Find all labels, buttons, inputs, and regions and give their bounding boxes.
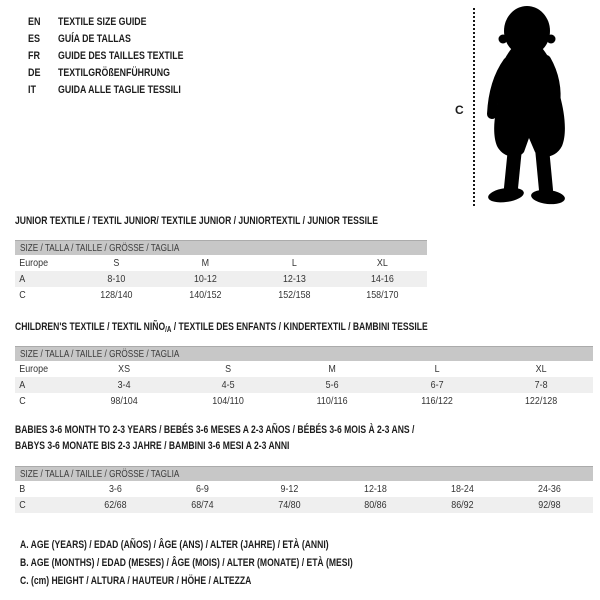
language-guide-title: GUÍA DE TALLAS xyxy=(58,32,131,45)
row-label: A xyxy=(19,273,26,285)
babies-table-title-line1: BABIES 3-6 MONTH TO 2-3 YEARS / BEBÉS 3-6 MESES A 2-3 AÑOS / BÉBÉS 3-6 MOIS À 2-3 ANS / xyxy=(15,424,415,436)
language-code: DE xyxy=(28,66,41,79)
size-value-cell: XL xyxy=(535,363,547,375)
legend-line-c xyxy=(20,572,447,590)
size-value-cell: M xyxy=(201,257,209,269)
legend-line-a xyxy=(20,536,447,554)
size-value-cell: 158/170 xyxy=(366,289,399,301)
language-code: EN xyxy=(28,15,41,28)
measure-legend xyxy=(20,536,447,590)
size-value-cell: 116/122 xyxy=(420,395,453,407)
row-label: C xyxy=(19,499,26,511)
language-row-de xyxy=(28,64,215,81)
size-value-cell: 12-18 xyxy=(364,483,388,495)
language-title-list xyxy=(28,13,215,98)
babies-table-title xyxy=(15,423,527,454)
legend-line-text: A. AGE (YEARS) / EDAD (AÑOS) / ÂGE (ANS) / ALTER (JAHRE) / ETÀ (ANNI) xyxy=(20,539,329,551)
junior-row-a xyxy=(15,271,427,287)
height-measure-dotted-line xyxy=(473,8,475,206)
size-value-cell: 62/68 xyxy=(104,499,127,511)
size-value-cell: XL xyxy=(377,257,389,269)
language-row-en xyxy=(28,13,215,30)
language-code: FR xyxy=(28,49,41,62)
junior-row-c xyxy=(15,287,427,303)
size-value-cell: 80/86 xyxy=(364,499,388,511)
babies-row-b xyxy=(15,481,593,497)
children-row-a xyxy=(15,377,593,393)
size-value-cell: 122/128 xyxy=(524,395,558,407)
size-value-cell: 3-6 xyxy=(108,483,122,495)
junior-table-title xyxy=(15,214,480,230)
size-value-cell: L xyxy=(291,257,297,269)
size-value-cell: 110/116 xyxy=(317,395,348,407)
nino-a-subscript: /A xyxy=(165,325,172,334)
junior-row-europe xyxy=(15,255,427,271)
size-value-cell: 7-8 xyxy=(534,379,548,391)
row-label: C xyxy=(19,395,26,407)
size-value-cell: 6-9 xyxy=(195,483,209,495)
row-label: Europe xyxy=(19,257,49,269)
size-value-cell: S xyxy=(113,257,120,269)
size-value-cell: M xyxy=(328,363,337,375)
size-value-cell: 6-7 xyxy=(430,379,444,391)
size-value-cell: 8-10 xyxy=(107,273,126,285)
size-value-cell: 5-6 xyxy=(326,379,339,391)
children-table xyxy=(15,346,593,409)
row-label: C xyxy=(19,289,26,301)
size-value-cell: 92/98 xyxy=(538,499,561,511)
size-value-cell: 152/158 xyxy=(277,289,311,301)
language-code: IT xyxy=(28,83,37,96)
size-value-cell: 24-36 xyxy=(538,483,561,495)
language-guide-title: TEXTILGRÖßENFÜHRUNG xyxy=(58,66,170,79)
size-value-cell: 4-5 xyxy=(221,379,235,391)
size-header-text: SIZE / TALLA / TAILLE / GRÖSSE / TAGLIA xyxy=(20,468,180,480)
children-table-title xyxy=(15,320,544,338)
language-guide-title: GUIDA ALLE TAGLIE TESSILI xyxy=(58,83,181,96)
size-value-cell: 86/92 xyxy=(451,499,474,511)
row-label: Europe xyxy=(19,363,49,375)
language-guide-title: TEXTILE SIZE GUIDE xyxy=(58,15,147,28)
babies-row-c xyxy=(15,497,593,513)
language-row-it xyxy=(28,81,215,98)
size-header-text: SIZE / TALLA / TAILLE / GRÖSSE / TAGLIA xyxy=(20,348,180,360)
language-code: ES xyxy=(28,32,41,45)
size-value-cell: 18-24 xyxy=(451,483,475,495)
row-label: A xyxy=(19,379,26,391)
language-guide-title: GUIDE DES TAILLES TEXTILE xyxy=(58,49,184,62)
size-header-bar xyxy=(15,240,427,255)
size-value-cell: 68/74 xyxy=(191,499,214,511)
baby-silhouette-icon xyxy=(482,4,594,208)
size-value-cell: 9-12 xyxy=(280,483,299,495)
size-header-bar xyxy=(15,466,593,481)
row-label: B xyxy=(19,483,26,495)
size-value-cell: 14-16 xyxy=(371,273,395,285)
size-value-cell: 74/80 xyxy=(277,499,301,511)
children-table-title-text: CHILDREN'S TEXTILE / TEXTIL $NIÑO_{/A}$ / TEXTILE DES ENFANTS / KINDERTEXTIL / BAMBINI TESSILE xyxy=(15,321,428,334)
children-row-c xyxy=(15,393,593,409)
size-header-bar xyxy=(15,346,593,361)
size-value-cell: 140/152 xyxy=(188,289,222,301)
babies-table xyxy=(15,466,593,513)
size-header-text: SIZE / TALLA / TAILLE / GRÖSSE / TAGLIA xyxy=(20,242,180,254)
height-measure-label: C xyxy=(455,103,464,117)
children-row-europe xyxy=(15,361,593,377)
legend-line-text: B. AGE (MONTHS) / EDAD (MESES) / ÂGE (MOIS) / ALTER (MONATE) / ETÀ (MESI) xyxy=(20,557,353,569)
legend-line-text: C. (cm) HEIGHT / ALTURA / HAUTEUR / HÖHE / ALTEZZA xyxy=(20,575,252,587)
language-row-es xyxy=(28,30,215,47)
junior-table-title-text: JUNIOR TEXTILE / TEXTIL JUNIOR/ TEXTILE JUNIOR / JUNIORTEXTIL / JUNIOR TESSILE xyxy=(15,215,378,227)
babies-table-title-line2: BABYS 3-6 MONATE BIS 2-3 JAHRE / BAMBINI 3-6 MESI A 2-3 ANNI xyxy=(15,439,290,452)
size-value-cell: XS xyxy=(118,363,131,375)
size-value-cell: 98/104 xyxy=(110,395,138,407)
size-value-cell: S xyxy=(225,363,232,375)
size-value-cell: 128/140 xyxy=(100,289,133,301)
size-value-cell: L xyxy=(434,363,440,375)
size-value-cell: 3-4 xyxy=(117,379,131,391)
size-value-cell: 10-12 xyxy=(193,273,217,285)
size-value-cell: 104/110 xyxy=(212,395,245,407)
size-value-cell: 12-13 xyxy=(282,273,306,285)
legend-line-b xyxy=(20,554,447,572)
junior-table xyxy=(15,240,427,303)
language-row-fr xyxy=(28,47,215,64)
